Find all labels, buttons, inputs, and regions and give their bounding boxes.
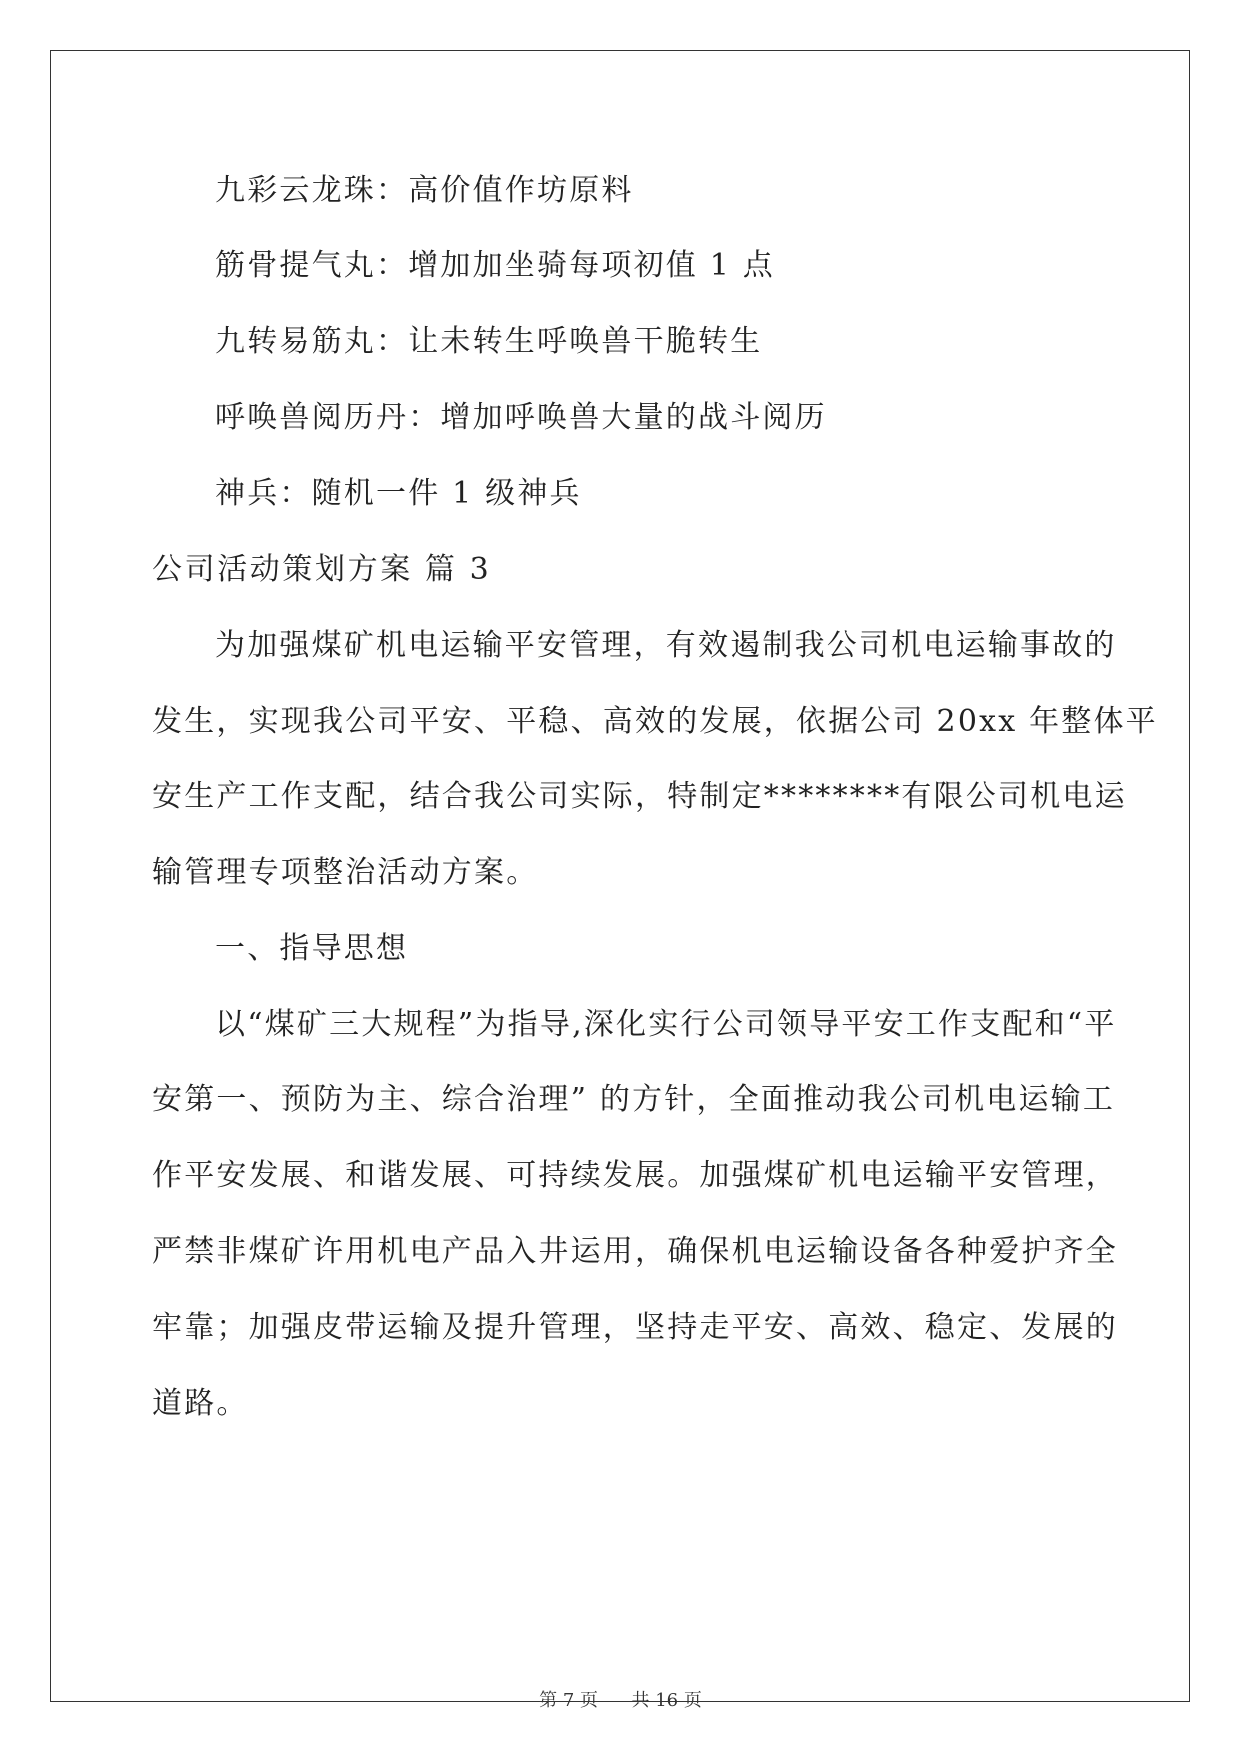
- item-line: 九转易筋丸：让未转生呼唤兽干脆转生: [215, 324, 763, 359]
- item-line: 九彩云龙珠：高价值作坊原料: [215, 173, 634, 208]
- paragraph-line: 安生产工作支配，结合我公司实际，特制定********有限公司机电运: [152, 779, 1127, 814]
- paragraph-line: 道路。: [152, 1386, 249, 1421]
- paragraph-line: 发生，实现我公司平安、平稳、高效的发展，依据公司 20xx 年整体平: [152, 704, 1158, 739]
- page-total: 共 16 页: [631, 1690, 702, 1711]
- paragraph-line: 严禁非煤矿许用机电产品入井运用，确保机电运输设备各种爱护齐全: [152, 1234, 1118, 1269]
- paragraph-line: 作平安发展、和谐发展、可持续发展。加强煤矿机电运输平安管理，: [152, 1158, 1118, 1193]
- item-line: 筋骨提气丸：增加加坐骑每项初值 1 点: [215, 248, 775, 283]
- paragraph-line: 为加强煤矿机电运输平安管理，有效遏制我公司机电运输事故的: [215, 628, 1117, 663]
- paragraph-line: 安第一、预防为主、综合治理” 的方针，全面推动我公司机电运输工: [152, 1082, 1116, 1117]
- paragraph-line: 输管理专项整治活动方案。: [152, 855, 539, 890]
- heading-guiding-ideology: 一、指导思想: [215, 931, 409, 966]
- page-footer: [0, 1690, 1241, 1712]
- paragraph-line: 以“煤矿三大规程”为指导,深化实行公司领导平安工作支配和“平: [215, 1007, 1117, 1042]
- item-line: 神兵：随机一件 1 级神兵: [215, 476, 582, 511]
- section-title: 公司活动策划方案 篇 3: [152, 552, 492, 587]
- item-line: 呼唤兽阅历丹：增加呼唤兽大量的战斗阅历: [215, 400, 827, 435]
- page-number: 第 7 页: [539, 1690, 599, 1711]
- paragraph-line: 牢靠；加强皮带运输及提升管理，坚持走平安、高效、稳定、发展的: [152, 1310, 1118, 1345]
